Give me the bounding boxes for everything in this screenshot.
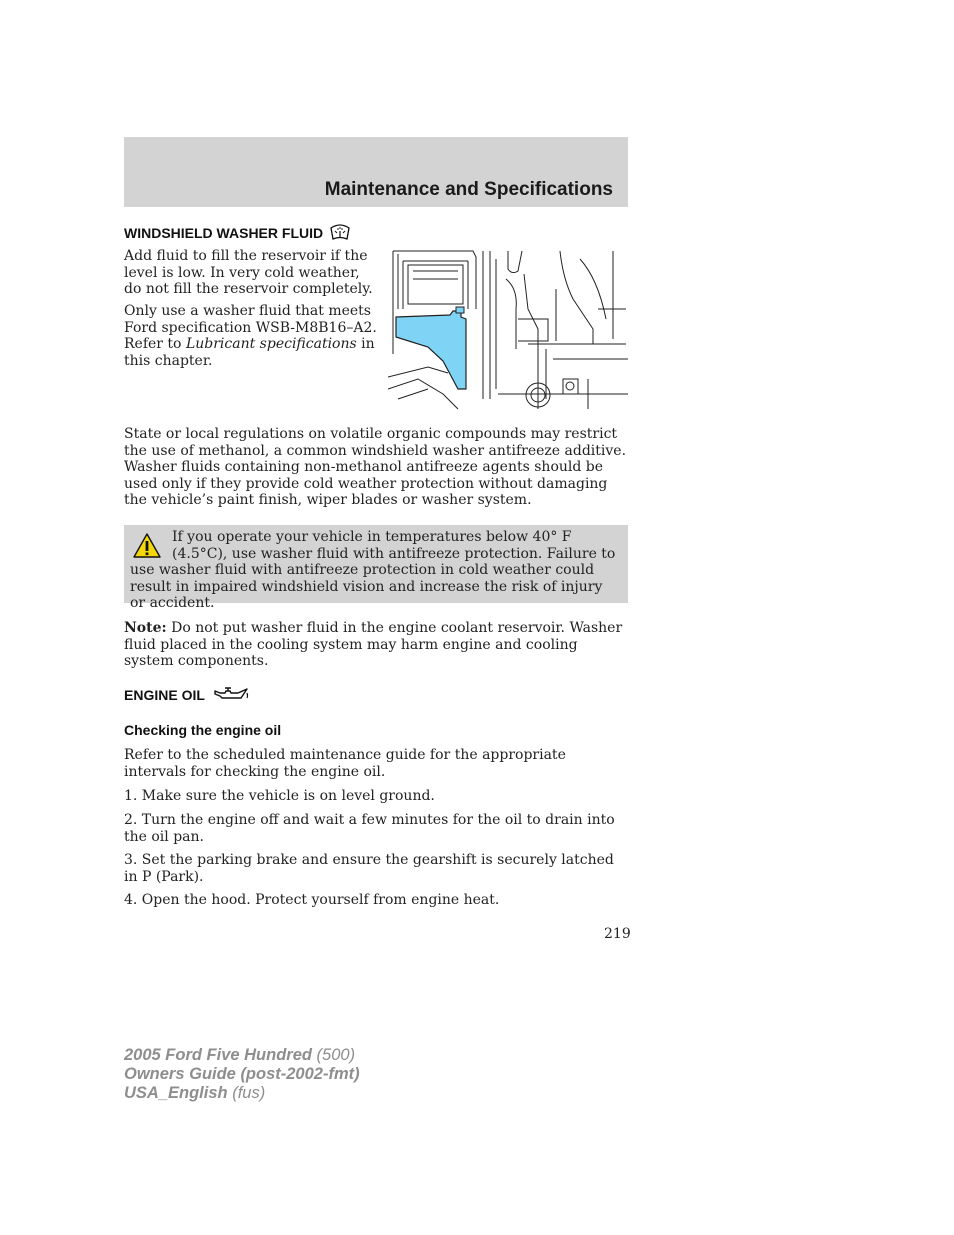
oil-step-4: 4. Open the hood. Protect yourself from engine heat. [124, 892, 500, 908]
washer-paragraph-1: Add fluid to fill the reservoir if the level is low. In very cold weather, do not fill the reservoir completely. [124, 248, 373, 297]
warning-box [124, 525, 628, 611]
note-text: Do not put washer fluid in the engine coolant reservoir. Washer fluid placed in the cooling system may harm engine and cooling system components. [124, 620, 623, 669]
footer-line-2 [124, 1065, 360, 1084]
washer-paragraph-2-end: in this chapter. [124, 336, 375, 369]
document-footer [124, 1046, 360, 1103]
header-band [124, 137, 628, 207]
washer-heading-text: WINDSHIELD WASHER FLUID [124, 224, 324, 241]
washer-heading [124, 221, 351, 244]
windshield-washer-icon [329, 221, 351, 244]
washer-paragraph-2-text: Only use a washer fluid that meets Ford specification WSB-M8B16–A2. Refer to [124, 303, 377, 352]
oil-intro-paragraph: Refer to the scheduled maintenance guide for the appropriate intervals for checking the engine oil. [124, 747, 566, 780]
checking-oil-subheading: Checking the engine oil [124, 722, 282, 738]
note-paragraph [124, 620, 629, 670]
lubricant-spec-reference: Lubricant specifications [185, 336, 357, 352]
oil-step-1: 1. Make sure the vehicle is on level ground. [124, 788, 435, 804]
page-title: Maintenance and Specifications [324, 179, 613, 200]
engine-oil-heading-text: ENGINE OIL [124, 686, 205, 703]
page-number: 219 [604, 926, 631, 942]
footer-model: 2005 Ford Five Hundred [124, 1046, 312, 1064]
warning-text: If you operate your vehicle in temperatures below 40° F (4.5°C), use washer fluid with antifreeze protection. Failure to use washer fluid with antifreeze protection in cold weather could result in impaired windshield vision and increase the risk of injury or accident. [130, 529, 616, 611]
footer-line-3 [124, 1084, 360, 1103]
engine-oil-heading [124, 683, 251, 706]
footer-language: USA_English [124, 1084, 228, 1102]
oil-step-3: 3. Set the parking brake and ensure the gearshift is securely latched in P (Park). [124, 852, 614, 885]
footer-model-code: (500) [311, 1046, 356, 1064]
oil-can-icon [211, 683, 251, 706]
washer-reservoir-illustration [388, 249, 628, 412]
footer-line-1 [124, 1046, 360, 1065]
washer-paragraph-2 [124, 303, 379, 369]
methanol-paragraph: State or local regulations on volatile organic compounds may restrict the use of methanol, a common windshield washer antifreeze additive. Washer fluids containing non-methanol antifreeze agents should be used only if they provide cold weather protection without damaging the vehicle’s paint finish, wiper blades or washer system. [124, 426, 627, 508]
oil-step-2: 2. Turn the engine off and wait a few minutes for the oil to drain into the oil pan. [124, 812, 615, 845]
note-label: Note: [124, 620, 167, 636]
footer-language-code: (fus) [227, 1084, 266, 1102]
footer-guide: Owners Guide (post-2002-fmt) [124, 1065, 360, 1083]
